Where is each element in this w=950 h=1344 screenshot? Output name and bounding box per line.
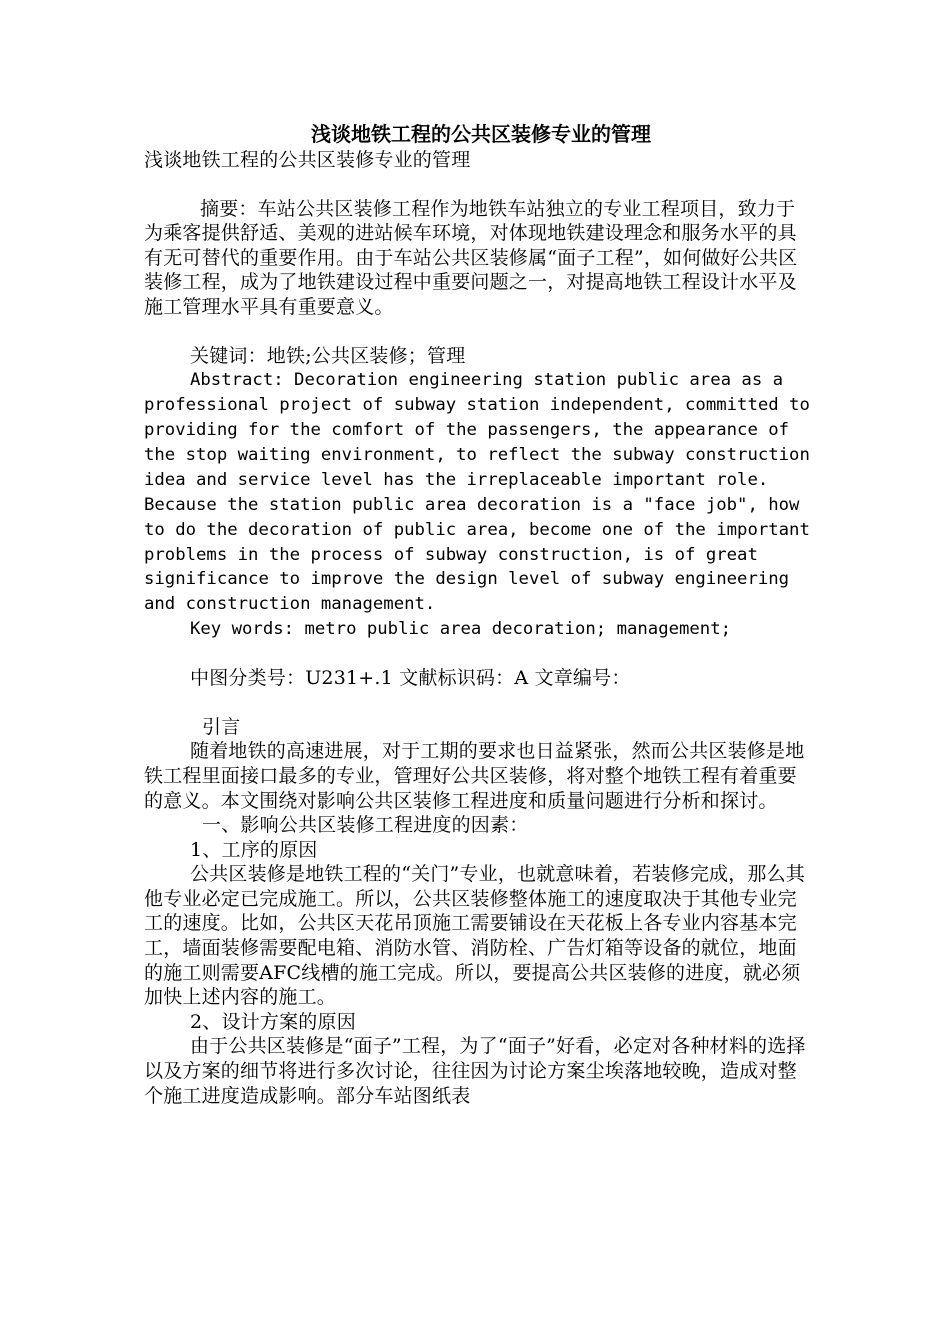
subsection-1-heading: 1、工序的原因 bbox=[190, 838, 318, 861]
section-1-heading: 一、影响公共区装修工程进度的因素： bbox=[202, 814, 529, 837]
intro-heading: 引言 bbox=[202, 715, 241, 738]
document-subtitle: 浅谈地铁工程的公共区装修专业的管理 bbox=[144, 149, 471, 171]
abstract-english: Abstract: Decoration engineering station public area as a professional project of subway station independent, committed to providing for the comfort of the passengers, the appearance of the stop waiting environment, to reflect the subway construction idea and service level has the irreplaceable important role. Because the station public area decoration is a "face job", how to do the decoration of public area, become one of the important problems in the process of subway construction, is of great significance to improve the design level of subway engineering and construction management. bbox=[144, 370, 821, 615]
keywords-english: Key words: metro public area decoration; management; bbox=[190, 619, 732, 640]
subsection-2-heading: 2、设计方案的原因 bbox=[190, 1010, 356, 1033]
spacer bbox=[144, 173, 810, 197]
subsection-2-paragraph: 由于公共区装修是“面子”工程，为了“面子”好看，必定对各种材料的选择以及方案的细节将进行多次讨论，往往因为讨论方案尘埃落地较晚，造成对整个施工进度造成影响。部分车站图纸表 bbox=[144, 1035, 806, 1107]
document-page bbox=[144, 120, 821, 1108]
subsection-1-paragraph: 公共区装修是地铁工程的“关门”专业，也就意味着，若装修完成，那么其他专业必定已完成施工。所以，公共区装修整体施工的速度取决于其他专业完工的速度。比如，公共区天花吊顶施工需要铺设在天花板上各专业内容基本完工，墙面装修需要配电箱、消防水管、消防栓、广告灯箱等设备的就位，地面的施工则需要AFC线槽的施工完成。所以，要提高公共区装修的进度，就必须加快上述内容的施工。 bbox=[144, 863, 806, 1009]
document-title: 浅谈地铁工程的公共区装修专业的管理 bbox=[311, 122, 651, 146]
spacer bbox=[144, 642, 810, 666]
keywords-chinese: 关键词：地铁;公共区装修；管理 bbox=[190, 344, 466, 367]
spacer bbox=[144, 320, 810, 344]
spacer bbox=[144, 691, 810, 715]
classification-line: 中图分类号：U231+.1 文献标识码：A 文章编号： bbox=[190, 667, 631, 690]
abstract-chinese: 摘要：车站公共区装修工程作为地铁车站独立的专业工程项目，致力于为乘客提供舒适、美观的进站候车环境，对体现地铁建设理念和服务水平的具有无可替代的重要作用。由于车站公共区装修属“面子工程”，如何做好公共区装修工程，成为了地铁建设过程中重要问题之一，对提高地铁工程设计水平及施工管理水平具有重要意义。 bbox=[144, 197, 798, 318]
intro-paragraph: 随着地铁的高速进展，对于工期的要求也日益紧张，然而公共区装修是地铁工程里面接口最多的专业，管理好公共区装修，将对整个地铁工程有着重要的意义。本文围绕对影响公共区装修工程进度和质量问题进行分析和探讨。 bbox=[144, 740, 805, 812]
